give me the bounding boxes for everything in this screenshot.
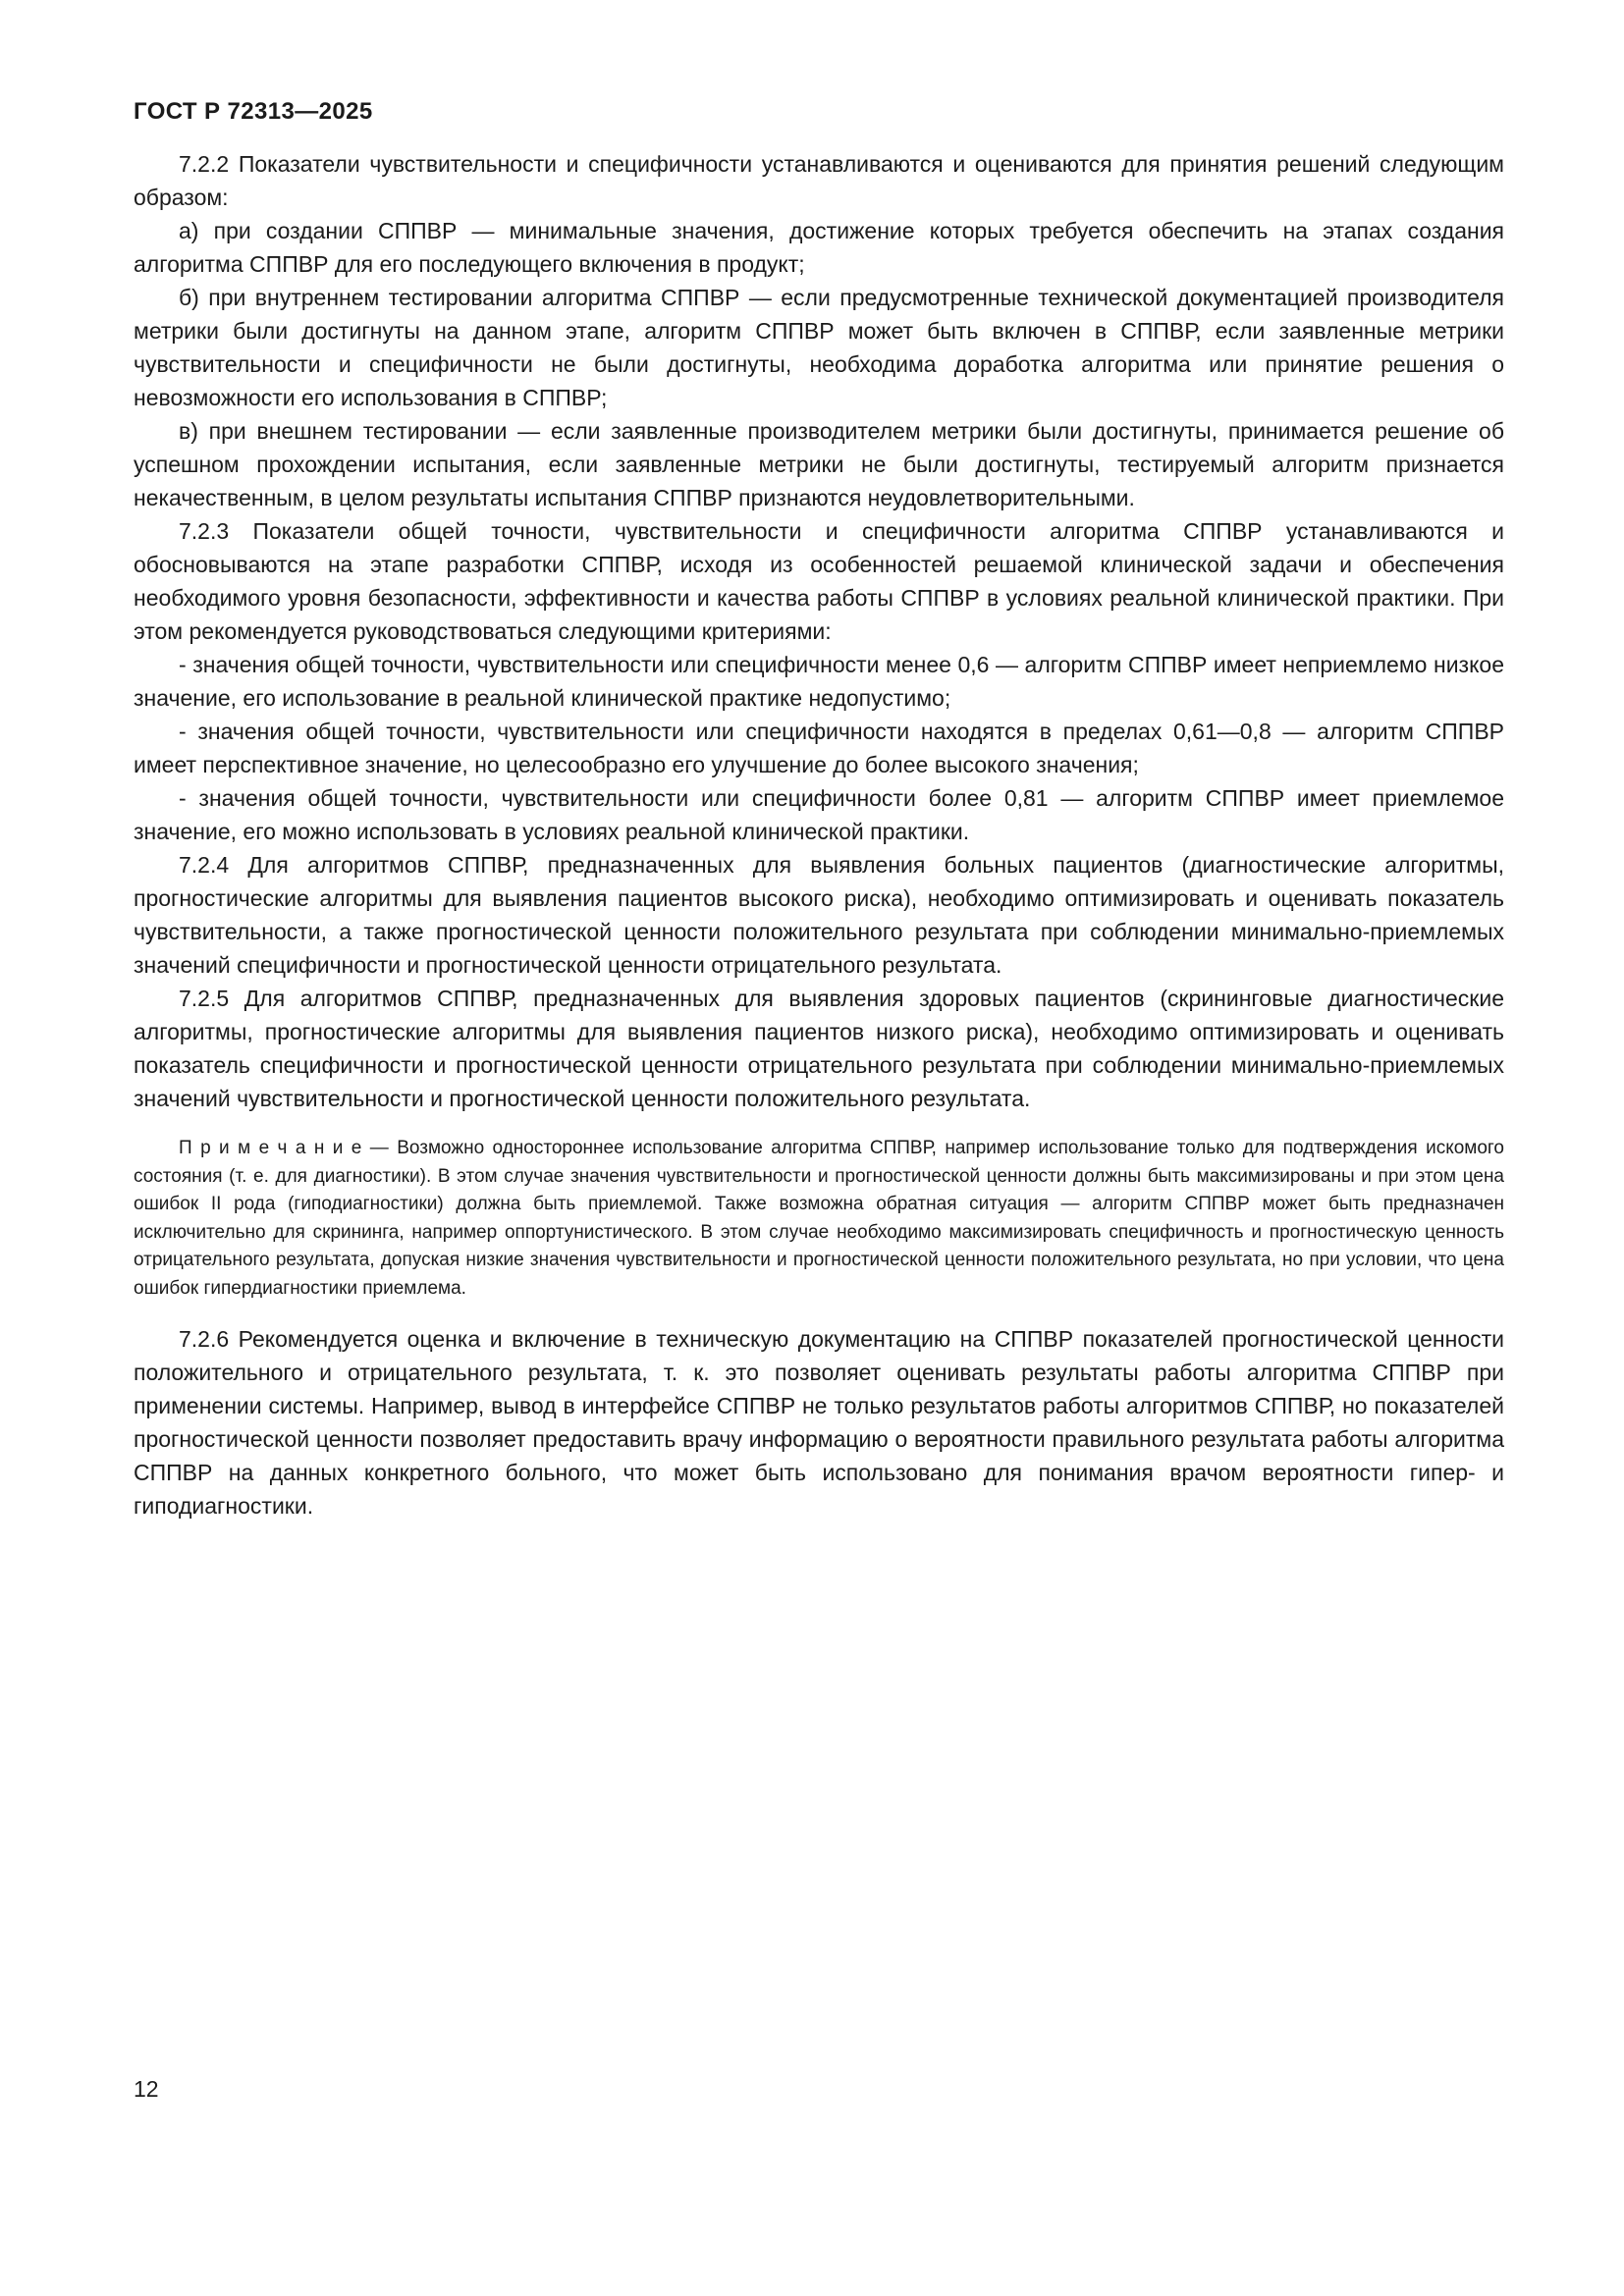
note-paragraph: П р и м е ч а н и е — Возможно одностороннее использование алгоритма СППВР, например использование только для подтверждения искомого состояния (т. е. для диагностики). В этом случае значения чувствительности и прогностической ценности должны быть максимизированы и при этом цена ошибок II рода (гиподиагностики) должна быть приемлемой. Также возможна обратная ситуация — алгоритм СППВР может быть предназначен исключительно для скрининга, например оппортунистического. В этом случае необходимо максимизировать специфичность и прогностическую ценность отрицательного результата, допуская низкие значения чувствительности и прогностической ценности положительного результата, но при условии, что цена ошибок гипердиагностики приемлема.	[134, 1138, 1504, 1299]
body-paragraph: 7.2.5 Для алгоритмов СППВР, предназначенных для выявления здоровых пациентов (скрининговые диагностические алгоритмы, прогностические алгоритмы для выявления пациентов низкого риска), необходимо оптимизировать и оценивать показатель специфичности и прогностической ценности отрицательного результата при соблюдении минимально-приемлемых значений чувствительности и прогностической ценности положительного результата.	[134, 986, 1504, 1111]
body-paragraph: 7.2.6 Рекомендуется оценка и включение в техническую документацию на СППВР показателей прогностической ценности положительного и отрицательного результата, т. к. это позволяет оценивать результаты работы алгоритма СППВР при применении системы. Например, вывод в интерфейсе СППВР не только результатов работы алгоритмов СППВР, но показателей прогностической ценности позволяет предоставить врачу информацию о вероятности правильного результата работы алгоритма СППВР на данных конкретного больного, что может быть использовано для понимания врачом вероятности гипер- и гиподиагностики.	[134, 1326, 1504, 1519]
body-paragraph: 7.2.4 Для алгоритмов СППВР, предназначенных для выявления больных пациентов (диагностические алгоритмы, прогностические алгоритмы для выявления пациентов высокого риска), необходимо оптимизировать и оценивать показатель чувствительности, а также прогностической ценности положительного результата при соблюдении минимально-приемлемых значений специфичности и прогностической ценности отрицательного результата.	[134, 852, 1504, 978]
body-paragraph: в) при внешнем тестировании — если заявленные производителем метрики были достигнуты, принимается решение об успешном прохождении испытания, если заявленные метрики не были достигнуты, тестируемый алгоритм признается некачественным, в целом результаты испытания СППВР признаются неудовлетворительными.	[134, 418, 1504, 510]
body-paragraph: - значения общей точности, чувствительности или специфичности менее 0,6 — алгоритм СППВР имеет неприемлемо низкое значение, его использование в реальной клинической практике недопустимо;	[134, 652, 1504, 711]
body-paragraph: 7.2.3 Показатели общей точности, чувствительности и специфичности алгоритма СППВР устанавливаются и обосновываются на этапе разработки СППВР, исходя из особенностей решаемой клинической задачи и обеспечения необходимого уровня безопасности, эффективности и качества работы СППВР в условиях реальной клинической практики. При этом рекомендуется руководствоваться следующими критериями:	[134, 518, 1504, 644]
body-paragraph: а) при создании СППВР — минимальные значения, достижение которых требуется обеспечить на этапах создания алгоритма СППВР для его последующего включения в продукт;	[134, 218, 1504, 277]
document-header: ГОСТ Р 72313—2025	[134, 98, 373, 125]
body-paragraph: - значения общей точности, чувствительности или специфичности находятся в пределах 0,61—0,8 — алгоритм СППВР имеет перспективное значение, но целесообразно его улучшение до более высокого значения;	[134, 719, 1504, 777]
document-body	[134, 147, 1504, 1522]
page-number: 12	[134, 2076, 159, 2102]
body-paragraph: б) при внутреннем тестировании алгоритма СППВР — если предусмотренные технической документацией производителя метрики были достигнуты на данном этапе, алгоритм СППВР может быть включен в СППВР, если заявленные метрики чувствительности и специфичности не были достигнуты, необходима доработка алгоритма или принятие решения о невозможности его использования в СППВР;	[134, 285, 1504, 410]
body-paragraph: 7.2.2 Показатели чувствительности и специфичности устанавливаются и оцениваются для принятия решений следующим образом:	[134, 151, 1504, 210]
body-paragraph: - значения общей точности, чувствительности или специфичности более 0,81 — алгоритм СППВР имеет приемлемое значение, его можно использовать в условиях реальной клинической практики.	[134, 785, 1504, 844]
